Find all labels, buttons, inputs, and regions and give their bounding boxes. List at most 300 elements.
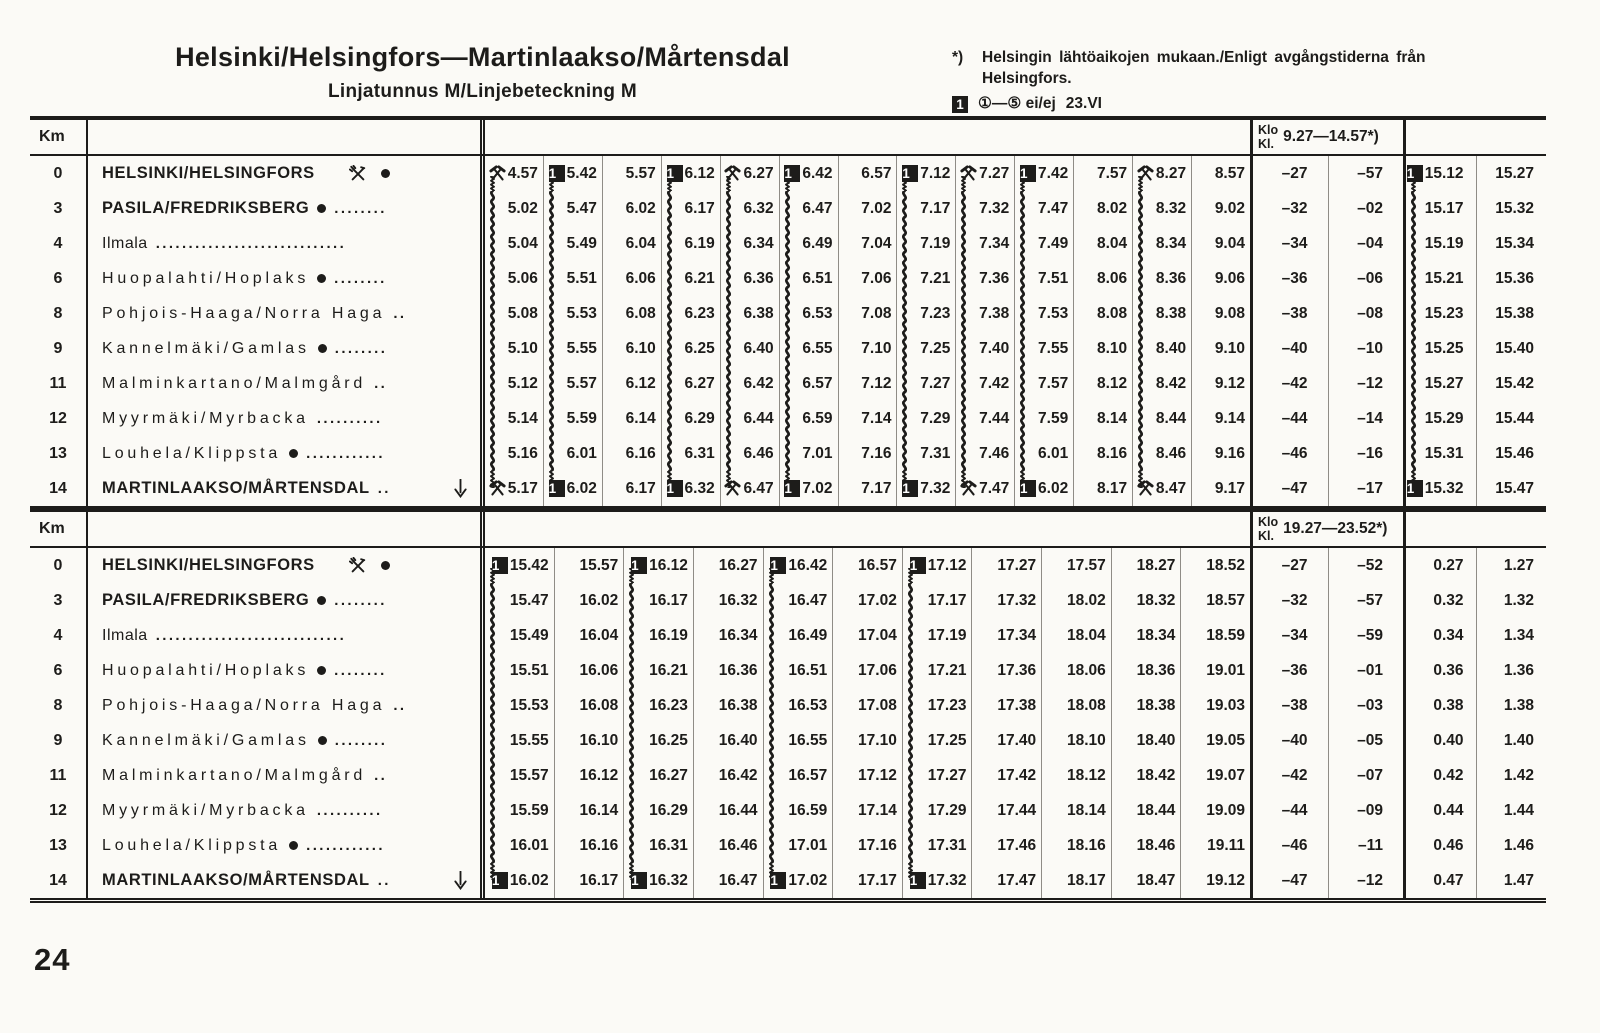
time-cell	[1014, 366, 1073, 401]
time-value: –47	[1281, 871, 1308, 889]
wavy-line-icon	[488, 828, 497, 863]
minutes-cell	[1253, 261, 1328, 296]
time-value: 15.38	[1495, 304, 1534, 322]
time-cell	[554, 618, 624, 653]
km-cell: 14	[30, 863, 88, 898]
time-value: 7.06	[861, 269, 892, 287]
time-value: 18.17	[1066, 871, 1106, 889]
footnote-star-marker: *)	[952, 49, 964, 66]
minutes-cell	[1253, 436, 1328, 471]
wavy-line-icon	[959, 436, 968, 471]
time-value: 15.44	[1495, 409, 1534, 427]
time-value: 18.47	[1136, 871, 1176, 889]
dot-leader: ..	[377, 480, 391, 497]
time-header-area	[480, 512, 1250, 546]
time-value: 17.04	[858, 626, 897, 644]
time-cell	[1111, 863, 1181, 898]
time-value: 18.42	[1136, 766, 1176, 784]
late-area	[1403, 758, 1546, 793]
wavy-line-icon	[906, 618, 915, 653]
time-value: –38	[1281, 304, 1308, 322]
time-value: 8.14	[1096, 409, 1128, 427]
time-cell	[955, 156, 1014, 191]
time-cell	[902, 863, 972, 898]
time-value: 18.16	[1066, 836, 1106, 854]
time-cell	[971, 863, 1041, 898]
time-value: 16.59	[788, 801, 828, 819]
time-value: 16.34	[718, 626, 758, 644]
late-area	[1403, 723, 1546, 758]
time-value: 9.08	[1214, 304, 1245, 322]
wavy-line-icon	[627, 688, 636, 723]
time-cell	[1476, 723, 1547, 758]
time-value: 16.12	[579, 766, 619, 784]
time-value: 6.53	[802, 304, 833, 322]
minutes-cell	[1328, 261, 1404, 296]
minutes-cell	[1328, 401, 1404, 436]
time-value: 16.21	[649, 661, 688, 679]
time-cell	[955, 436, 1014, 471]
station-name: Myyrmäki/Myrbacka	[102, 409, 309, 427]
stop-dot-icon	[318, 344, 327, 353]
wavy-line-icon	[1409, 226, 1418, 261]
time-cell	[1476, 366, 1547, 401]
time-header-area	[480, 120, 1250, 154]
late-area	[1403, 653, 1546, 688]
dot-leader: .............................	[155, 627, 347, 644]
time-value: 18.38	[1136, 696, 1176, 714]
time-cell	[1132, 156, 1191, 191]
time-value: 16.10	[579, 731, 619, 749]
time-cell	[838, 191, 897, 226]
time-cell	[602, 296, 661, 331]
time-value: 6.47	[743, 479, 774, 497]
time-value: 7.34	[979, 234, 1010, 252]
time-value: 8.47	[1155, 479, 1187, 497]
time-cell	[661, 226, 720, 261]
time-cell	[896, 261, 955, 296]
time-value: 17.42	[997, 766, 1037, 784]
time-value: 16.47	[788, 591, 828, 609]
dot-leader: ..........	[316, 802, 383, 819]
time-value: 6.36	[743, 269, 774, 287]
train-note-1-badge: 1	[1407, 480, 1423, 497]
wavy-line-icon	[906, 688, 915, 723]
time-value: 16.16	[579, 836, 619, 854]
time-value: 6.27	[684, 374, 715, 392]
time-value: 5.53	[566, 304, 597, 322]
time-value: 17.06	[858, 661, 897, 679]
time-cell	[1041, 863, 1111, 898]
wavy-line-icon	[488, 331, 497, 366]
time-cell	[838, 331, 897, 366]
station-name: Ilmala	[102, 234, 148, 252]
time-area	[480, 436, 1250, 471]
time-value: 16.46	[718, 836, 758, 854]
time-value: –40	[1281, 731, 1308, 749]
time-value: 5.57	[566, 374, 597, 392]
klo-area	[1250, 828, 1403, 863]
time-cell	[661, 261, 720, 296]
time-value: 15.51	[509, 661, 549, 679]
train-note-1-badge: 1	[952, 96, 968, 113]
time-cell	[1180, 863, 1250, 898]
klo-area	[1250, 401, 1403, 436]
table-row	[30, 366, 1546, 401]
time-cell	[955, 226, 1014, 261]
time-value: 17.40	[997, 731, 1037, 749]
time-cell	[779, 331, 838, 366]
late-header-area	[1403, 512, 1546, 546]
wavy-line-icon	[488, 261, 497, 296]
time-value: 5.10	[507, 339, 538, 357]
time-cell	[1406, 583, 1476, 618]
station-cell	[88, 723, 480, 758]
time-cell	[1014, 436, 1073, 471]
time-cell	[602, 191, 661, 226]
time-cell	[1406, 793, 1476, 828]
time-value: 8.27	[1155, 164, 1187, 182]
minutes-cell	[1328, 156, 1404, 191]
time-value: –42	[1281, 374, 1308, 392]
late-area	[1403, 436, 1546, 471]
klo-area	[1250, 191, 1403, 226]
station-name: PASILA/FREDRIKSBERG	[102, 199, 310, 217]
time-value: 7.57	[1096, 164, 1128, 182]
time-cell	[832, 548, 902, 583]
time-value: –42	[1281, 766, 1308, 784]
time-cell	[543, 191, 602, 226]
wavy-line-icon	[1409, 261, 1418, 296]
klo-area	[1250, 618, 1403, 653]
table-header-row	[30, 120, 1546, 156]
station-name: Malminkartano/Malmgård	[102, 374, 367, 392]
time-cell	[1132, 471, 1191, 506]
time-cell	[661, 296, 720, 331]
time-value: 15.57	[579, 556, 619, 574]
minutes-cell	[1328, 863, 1404, 898]
time-cell	[1476, 331, 1547, 366]
time-cell	[1041, 688, 1111, 723]
time-cell	[1014, 226, 1073, 261]
time-value: 16.29	[649, 801, 688, 819]
workdays-icon	[1137, 165, 1154, 182]
wavy-line-icon	[959, 296, 968, 331]
time-cell	[1111, 828, 1181, 863]
wavy-line-icon	[767, 793, 776, 828]
time-value: 1.27	[1503, 556, 1534, 574]
time-value: 17.19	[927, 626, 967, 644]
table-row	[30, 548, 1546, 583]
wavy-line-icon	[900, 226, 909, 261]
late-area	[1403, 191, 1546, 226]
time-value: 4.57	[507, 164, 538, 182]
wavy-line-icon	[724, 331, 733, 366]
klo-area	[1250, 688, 1403, 723]
time-cell	[1406, 828, 1476, 863]
time-value: 9.12	[1214, 374, 1245, 392]
time-cell	[955, 401, 1014, 436]
time-cell	[971, 618, 1041, 653]
time-cell	[720, 471, 779, 506]
time-area	[480, 226, 1250, 261]
time-cell	[1041, 653, 1111, 688]
late-area	[1403, 618, 1546, 653]
wavy-line-icon	[783, 226, 792, 261]
wavy-line-icon	[1409, 191, 1418, 226]
time-value: 8.17	[1096, 479, 1128, 497]
time-cell	[779, 436, 838, 471]
table-row	[30, 793, 1546, 828]
time-value: 6.59	[802, 409, 833, 427]
time-value: 17.08	[858, 696, 897, 714]
time-value: 16.14	[579, 801, 619, 819]
workdays-icon	[1137, 480, 1154, 497]
km-cell: 13	[30, 436, 88, 471]
time-cell	[1476, 793, 1547, 828]
time-value: 5.04	[507, 234, 538, 252]
time-cell	[602, 471, 661, 506]
km-cell: 3	[30, 583, 88, 618]
time-value: 19.07	[1206, 766, 1246, 784]
time-value: 6.42	[743, 374, 774, 392]
wavy-line-icon	[959, 261, 968, 296]
minutes-cell	[1253, 583, 1328, 618]
time-area	[480, 583, 1250, 618]
time-cell	[1476, 653, 1547, 688]
station-cell	[88, 436, 480, 471]
time-cell	[838, 471, 897, 506]
late-header-area	[1403, 120, 1546, 154]
wavy-line-icon	[1018, 191, 1027, 226]
time-area	[480, 331, 1250, 366]
time-cell	[1406, 366, 1476, 401]
time-value: 6.44	[743, 409, 774, 427]
time-value: 6.14	[625, 409, 656, 427]
time-cell	[485, 366, 543, 401]
wavy-line-icon	[906, 793, 915, 828]
time-value: 17.12	[858, 766, 897, 784]
station-name: Kannelmäki/Gamlas	[102, 731, 310, 749]
time-cell	[1406, 436, 1476, 471]
time-cell	[1476, 226, 1547, 261]
train-note-1-badge: 1	[667, 165, 683, 182]
km-cell: 9	[30, 723, 88, 758]
table-row	[30, 226, 1546, 261]
train-note-1-badge: 1	[902, 165, 918, 182]
time-cell	[1180, 653, 1250, 688]
wavy-line-icon	[1409, 436, 1418, 471]
wavy-line-icon	[665, 436, 674, 471]
time-value: 16.17	[649, 591, 688, 609]
time-cell	[554, 828, 624, 863]
time-cell	[623, 828, 693, 863]
train-note-1-badge: 1	[549, 480, 565, 497]
time-value: –08	[1357, 304, 1383, 322]
time-area	[480, 688, 1250, 723]
wavy-line-icon	[767, 758, 776, 793]
time-cell	[602, 261, 661, 296]
km-header-cell: Km	[30, 120, 88, 154]
klo-area	[1250, 331, 1403, 366]
time-cell	[554, 863, 624, 898]
time-cell	[623, 583, 693, 618]
km-cell: 12	[30, 793, 88, 828]
time-value: –46	[1281, 836, 1308, 854]
time-value: 16.27	[649, 766, 688, 784]
time-value: 7.42	[979, 374, 1010, 392]
dot-leader: ............	[306, 837, 385, 854]
time-value: 7.42	[1038, 164, 1069, 182]
wavy-line-icon	[900, 436, 909, 471]
time-value: 15.42	[509, 556, 549, 574]
time-value: 6.04	[625, 234, 656, 252]
time-value: 17.46	[997, 836, 1037, 854]
time-cell	[1132, 401, 1191, 436]
time-cell	[623, 548, 693, 583]
time-value: 1.40	[1503, 731, 1534, 749]
time-value: 6.21	[684, 269, 715, 287]
time-cell	[1132, 191, 1191, 226]
time-cell	[485, 471, 543, 506]
time-cell	[720, 226, 779, 261]
time-cell	[1191, 401, 1250, 436]
time-cell	[485, 191, 543, 226]
table-row	[30, 758, 1546, 793]
time-area	[480, 471, 1250, 506]
wavy-line-icon	[959, 226, 968, 261]
time-value: 7.02	[802, 479, 833, 497]
km-cell: 0	[30, 548, 88, 583]
time-cell	[955, 191, 1014, 226]
time-cell	[720, 156, 779, 191]
time-value: 5.47	[566, 199, 597, 217]
time-cell	[955, 261, 1014, 296]
time-cell	[779, 226, 838, 261]
time-value: 1.34	[1503, 626, 1534, 644]
station-header-cell	[88, 120, 480, 154]
time-value: 6.10	[625, 339, 656, 357]
time-value: 16.49	[788, 626, 828, 644]
wavy-line-icon	[627, 583, 636, 618]
time-cell	[623, 653, 693, 688]
time-cell	[779, 296, 838, 331]
time-cell	[1406, 471, 1476, 506]
wavy-line-icon	[1136, 401, 1145, 436]
time-cell	[1180, 723, 1250, 758]
wavy-line-icon	[1018, 296, 1027, 331]
time-value: 9.14	[1214, 409, 1245, 427]
time-value: 1.42	[1503, 766, 1534, 784]
time-cell	[971, 828, 1041, 863]
time-cell	[602, 436, 661, 471]
time-cell	[623, 863, 693, 898]
time-value: 5.59	[566, 409, 597, 427]
stop-dot-icon	[318, 736, 327, 745]
time-value: 6.31	[684, 444, 715, 462]
time-cell	[763, 863, 833, 898]
time-value: 7.08	[861, 304, 892, 322]
time-cell	[955, 331, 1014, 366]
time-value: 16.42	[718, 766, 758, 784]
time-cell	[1073, 226, 1132, 261]
time-cell	[838, 261, 897, 296]
time-value: 1.38	[1503, 696, 1534, 714]
time-value: 8.16	[1096, 444, 1128, 462]
time-value: 1.44	[1503, 801, 1534, 819]
time-cell	[902, 828, 972, 863]
page-title: Helsinki/Helsingfors—Martinlaakso/Mårtensdal	[175, 42, 790, 72]
wavy-line-icon	[547, 191, 556, 226]
time-cell	[1132, 296, 1191, 331]
table-row	[30, 863, 1546, 898]
time-cell	[971, 653, 1041, 688]
station-cell	[88, 793, 480, 828]
wavy-line-icon	[767, 618, 776, 653]
time-cell	[602, 401, 661, 436]
dot-leader: ............	[306, 445, 385, 462]
km-cell: 8	[30, 688, 88, 723]
time-value: 19.11	[1207, 836, 1246, 854]
wavy-line-icon	[665, 331, 674, 366]
time-value: 6.42	[802, 164, 833, 182]
station-icons	[349, 557, 390, 575]
time-value: 17.17	[927, 591, 967, 609]
station-cell	[88, 226, 480, 261]
late-area	[1403, 793, 1546, 828]
time-value: 9.16	[1214, 444, 1245, 462]
km-cell: 12	[30, 401, 88, 436]
time-value: 19.03	[1206, 696, 1246, 714]
time-area	[480, 618, 1250, 653]
train-note-1-badge: 1	[902, 480, 918, 497]
time-value: 7.32	[979, 199, 1010, 217]
time-cell	[779, 366, 838, 401]
time-cell	[543, 436, 602, 471]
minutes-cell	[1328, 226, 1404, 261]
wavy-line-icon	[783, 401, 792, 436]
time-cell	[1132, 226, 1191, 261]
train-note-1-badge: 1	[1020, 165, 1036, 182]
wavy-line-icon	[959, 366, 968, 401]
time-cell	[1073, 366, 1132, 401]
dot-leader: ..	[377, 872, 391, 889]
time-cell	[955, 296, 1014, 331]
time-value: 16.40	[718, 731, 758, 749]
time-cell	[720, 436, 779, 471]
time-value: 6.16	[625, 444, 656, 462]
time-value: 8.12	[1096, 374, 1128, 392]
time-cell	[1073, 191, 1132, 226]
stop-dot-icon	[317, 274, 326, 283]
station-cell	[88, 471, 480, 506]
wavy-line-icon	[488, 366, 497, 401]
time-value: 7.40	[979, 339, 1010, 357]
time-value: 5.17	[507, 479, 538, 497]
time-value: 1.46	[1503, 836, 1534, 854]
km-cell: 0	[30, 156, 88, 191]
time-cell	[763, 723, 833, 758]
time-value: 7.27	[920, 374, 951, 392]
time-cell	[763, 583, 833, 618]
klo-area	[1250, 436, 1403, 471]
time-cell	[763, 758, 833, 793]
time-value: 0.27	[1433, 556, 1464, 574]
time-area	[480, 863, 1250, 898]
time-cell	[1476, 156, 1547, 191]
time-cell	[554, 793, 624, 828]
wavy-line-icon	[488, 583, 497, 618]
